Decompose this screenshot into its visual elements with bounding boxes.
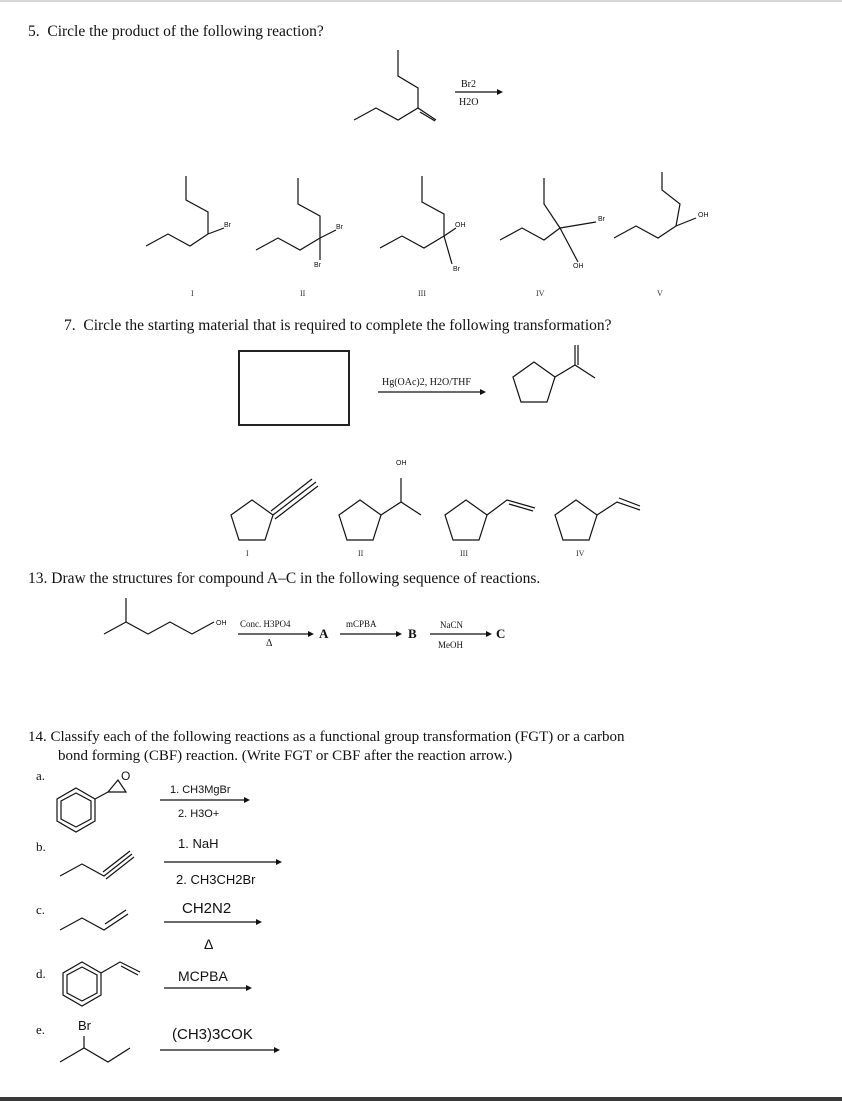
q7-choice-III[interactable]: III <box>460 549 468 558</box>
q5-choice-IV[interactable]: IV <box>536 289 545 298</box>
q13-step2-top: mCPBA <box>346 619 377 629</box>
q14b-reagent-bottom: 2. CH3CH2Br <box>176 872 256 887</box>
q14a-oxygen-label: O <box>121 769 131 783</box>
question-5-prompt: 5. Circle the product of the following reaction? <box>28 23 324 40</box>
q5-arrowhead <box>497 89 503 95</box>
q13-compound-c: C <box>496 626 506 641</box>
q14c-arrowhead <box>256 919 262 925</box>
question-14-prompt-line1: 14. Classify each of the following reactions as a functional group transformation (FGT) or a carbon <box>28 729 625 745</box>
q13-compound-a: A <box>319 626 329 641</box>
q7-choice-IV-structure <box>555 498 640 540</box>
q5-choice-III-structure <box>380 176 456 264</box>
q5-reagent-top: Br2 <box>461 79 476 90</box>
q7-choice-II[interactable]: II <box>358 549 364 558</box>
q5-choice-I-structure <box>146 176 224 246</box>
q5-II-br-label-b: Br <box>314 262 321 269</box>
q5-IV-oh-label: OH <box>573 263 584 270</box>
q5-IV-br-label: Br <box>598 216 605 223</box>
q13-step3-top: NaCN <box>440 620 463 630</box>
page-bottom-border <box>0 1097 842 1101</box>
q5-choice-IV-structure <box>500 178 596 262</box>
q5-choice-I[interactable]: I <box>191 289 194 298</box>
q14d-styrene <box>63 962 140 1006</box>
q13-starting-alcohol <box>104 598 214 634</box>
q14a-arrowhead <box>244 797 250 803</box>
q14e-bromine-label: Br <box>78 1018 91 1033</box>
question-13-prompt: 13. Draw the structures for compound A–C in the following sequence of reactions. <box>28 570 541 587</box>
q14c-letter: c. <box>36 902 46 917</box>
q14d-reagent-top: MCPBA <box>178 968 228 984</box>
q5-II-br-label-a: Br <box>336 224 343 231</box>
q7-arrowhead <box>480 389 486 395</box>
q7-choice-I-structure <box>231 479 318 540</box>
q5-III-oh-label: OH <box>455 222 466 229</box>
q14e-letter: e. <box>36 1022 46 1037</box>
q14b-letter: b. <box>36 839 46 854</box>
q14b-reagent-top: 1. NaH <box>178 836 219 851</box>
q7-choice-III-structure <box>445 500 535 540</box>
q14d-arrowhead <box>246 985 252 991</box>
q7-answer-box[interactable] <box>238 350 350 426</box>
question-7-prompt: 7. Circle the starting material that is required to complete the following transformation? <box>64 317 612 334</box>
q14c-alkene <box>60 910 128 930</box>
q7-reagent: Hg(OAc)2, H2O/THF <box>382 377 471 388</box>
q13-arrowhead-3 <box>486 631 492 637</box>
q7-product-ketone <box>513 345 595 402</box>
q13-oh-label: OH <box>216 620 227 627</box>
q5-V-oh-label: OH <box>698 212 709 219</box>
q13-arrowhead-2 <box>396 631 402 637</box>
q5-reagent-bottom: H2O <box>459 97 479 108</box>
q13-compound-b: B <box>408 626 417 641</box>
q13-step1-bottom: Δ <box>266 638 273 649</box>
q5-choice-V-structure <box>614 172 696 238</box>
q13-arrowhead-1 <box>308 631 314 637</box>
q5-I-br-label: Br <box>224 222 231 229</box>
q14c-reagent-top: CH2N2 <box>182 900 232 917</box>
q5-choice-II-structure <box>256 178 336 260</box>
q14b-alkyne <box>60 851 134 879</box>
q13-step3-bottom: MeOH <box>438 640 463 650</box>
question-14-prompt-line2: bond forming (CBF) reaction. (Write FGT or CBF after the reaction arrow.) <box>58 748 513 764</box>
q14e-arrowhead <box>274 1047 280 1053</box>
q5-choice-V[interactable]: V <box>657 289 663 298</box>
q14a-reagent-top: 1. CH3MgBr <box>170 784 231 796</box>
q14c-reagent-bottom: Δ <box>204 936 214 952</box>
q14e-reagent-top: (CH3)3COK <box>172 1026 253 1043</box>
q5-choice-II[interactable]: II <box>300 289 306 298</box>
q14a-styrene-oxide <box>57 780 126 832</box>
q7-II-oh-label: OH <box>396 460 407 467</box>
q14a-reagent-bottom: 2. H3O+ <box>178 808 220 820</box>
q7-choice-IV[interactable]: IV <box>576 549 585 558</box>
q5-starting-alkene <box>354 50 436 121</box>
q5-III-br-label: Br <box>453 266 460 273</box>
q14a-letter: a. <box>36 768 46 783</box>
q13-step1-top: Conc. H3PO4 <box>240 619 291 629</box>
q14e-bromobutane <box>60 1036 130 1062</box>
q14b-arrowhead <box>276 859 282 865</box>
q7-choice-I[interactable]: I <box>246 549 249 558</box>
q7-choice-II-structure <box>339 478 421 540</box>
q14d-letter: d. <box>36 966 46 981</box>
q5-choice-III[interactable]: III <box>418 289 426 298</box>
